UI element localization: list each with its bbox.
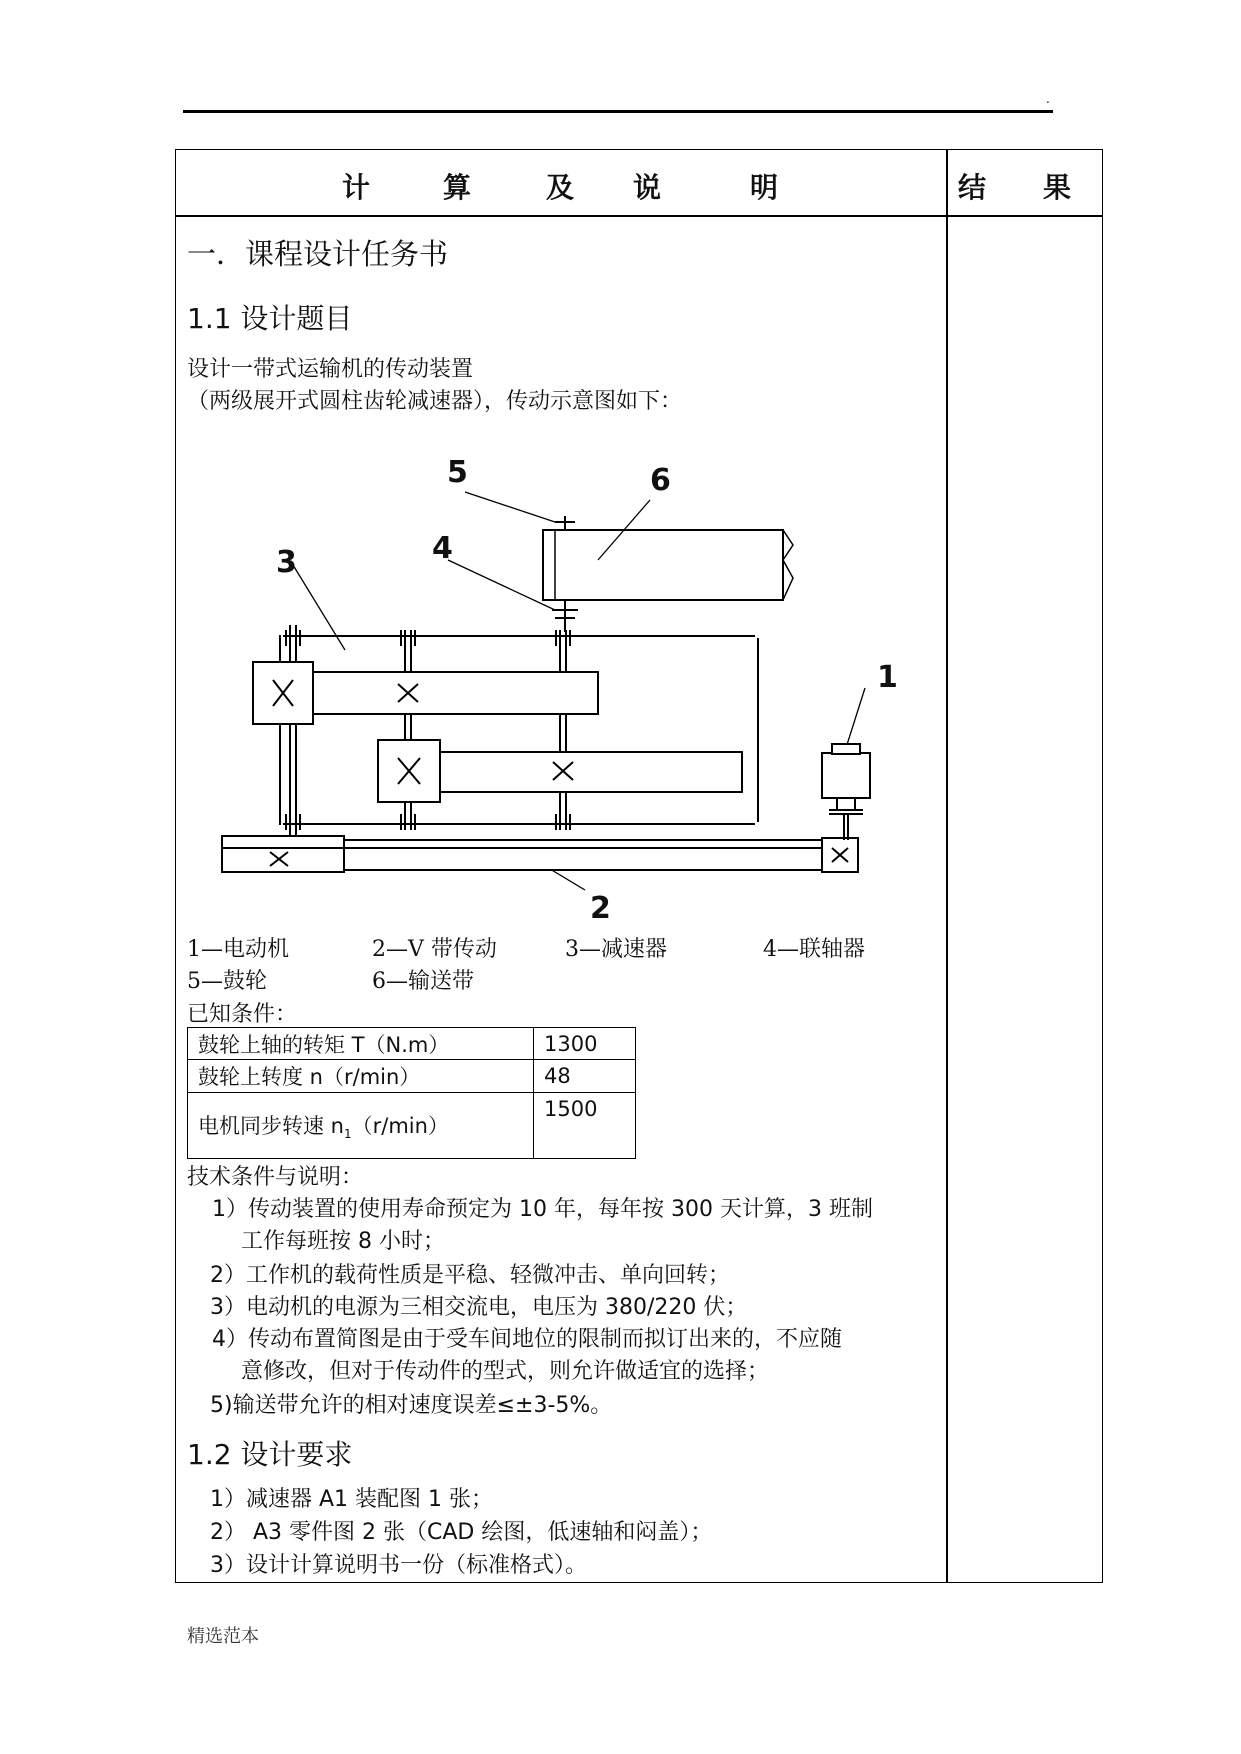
header-col1-char: 计 (342, 171, 371, 204)
transmission-diagram (210, 450, 898, 926)
diagram-label: 4 (432, 531, 453, 566)
paragraph: 设计一带式运输机的传动装置 (187, 357, 474, 382)
diagram-label: 2 (590, 891, 611, 926)
legend-item: 2—V 带传动 (372, 937, 497, 962)
column-divider (946, 149, 948, 1583)
header-col1-char: 明 (750, 171, 779, 204)
known-label: 已知条件： (187, 1002, 298, 1027)
tech-item: 1）传动装置的使用寿命预定为 10 年，每年按 300 天计算，3 班制 (212, 1197, 873, 1222)
diagram-label: 3 (276, 545, 297, 580)
header-col1-char: 算 (443, 171, 472, 204)
conditions-table (187, 1027, 636, 1159)
table-cell-name-sub: 1 (343, 1127, 352, 1142)
header-divider (175, 215, 1103, 217)
tech-item: 4）传动布置简图是由于受车间地位的限制而拟订出来的，不应随 (212, 1327, 842, 1352)
legend-item: 1—电动机 (187, 937, 289, 962)
diagram-label: 1 (877, 660, 898, 695)
diagram-label: 5 (447, 455, 468, 490)
tech-label: 技术条件与说明： (187, 1165, 364, 1190)
paragraph: （两级展开式圆柱齿轮减速器），传动示意图如下： (187, 389, 683, 414)
header-col2-char: 结 (958, 171, 987, 204)
section-title: 一．课程设计任务书 (187, 237, 449, 271)
tech-item: 工作每班按 8 小时； (241, 1229, 445, 1254)
tech-item: 2）工作机的载荷性质是平稳、轻微冲击、单向回转； (210, 1263, 730, 1288)
table-cell-name-tail: （r/min） (351, 1113, 449, 1138)
table-cell-value: 1300 (534, 1028, 636, 1060)
table-cell-name (188, 1093, 534, 1159)
header-col2-char: 果 (1043, 171, 1072, 204)
tech-item: 3）电动机的电源为三相交流电，电压为 380/220 伏； (210, 1295, 748, 1320)
table-cell-name-main: 电机同步转速 n (198, 1113, 344, 1138)
footer-text: 精选范本 (187, 1626, 259, 1647)
tech-item: 5)输送带允许的相对速度误差≤±3-5%。 (210, 1393, 613, 1418)
legend-item: 3—减速器 (565, 937, 667, 962)
header-col1-char: 说 (633, 171, 662, 204)
requirement-item: 1）减速器 A1 装配图 1 张； (210, 1487, 494, 1512)
table-cell-name: 鼓轮上转度 n（r/min） (188, 1060, 534, 1093)
legend-item: 6—输送带 (372, 969, 474, 994)
conveyor-belt (543, 530, 783, 600)
page-dot: . (1046, 92, 1050, 106)
table-row (188, 1093, 636, 1159)
requirement-item: 2） A3 零件图 2 张（CAD 绘图，低速轴和闷盖）； (210, 1520, 713, 1545)
table-cell-value: 1500 (534, 1093, 636, 1159)
tech-item: 意修改，但对于传动件的型式，则允许做适宜的选择； (241, 1359, 770, 1384)
subsection-title: 1.2 设计要求 (187, 1438, 353, 1471)
legend-item: 5—鼓轮 (187, 969, 267, 994)
table-row (188, 1028, 636, 1060)
legend-item: 4—联轴器 (763, 937, 865, 962)
table-row (188, 1060, 636, 1093)
requirement-item: 3）设计计算说明书一份（标准格式）。 (210, 1553, 587, 1578)
header-col1-char: 及 (546, 171, 575, 204)
header-rule (183, 110, 1053, 113)
table-cell-name: 鼓轮上轴的转矩 T（N.m） (188, 1028, 534, 1060)
table-cell-value: 48 (534, 1060, 636, 1093)
diagram-label: 6 (650, 463, 671, 498)
subsection-title: 1.1 设计题目 (187, 302, 353, 335)
